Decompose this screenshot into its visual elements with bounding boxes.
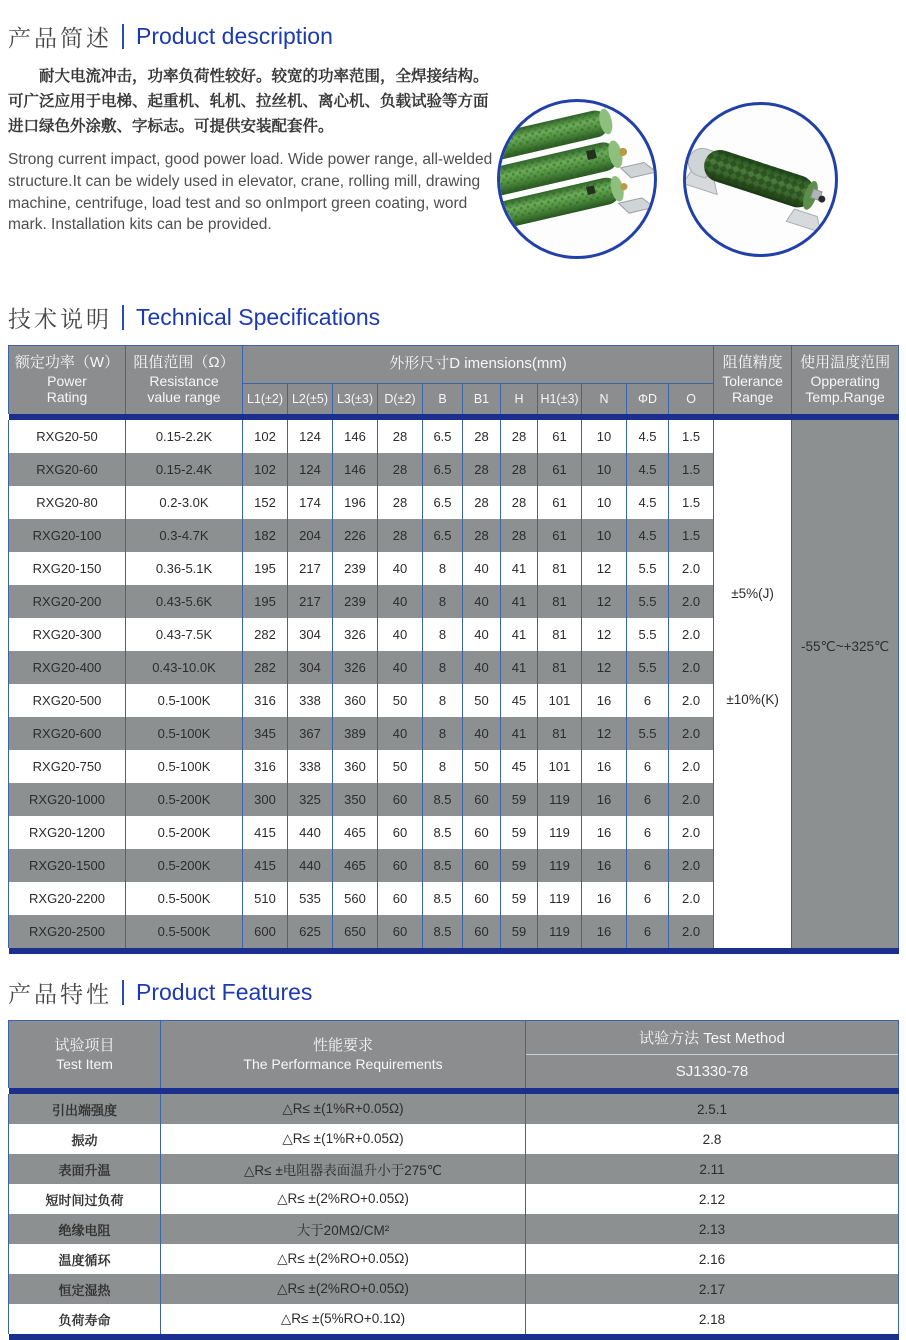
feat-item-cell: 绝缘电阻 <box>9 1214 161 1244</box>
spec-dim-cell: 350 <box>333 783 378 816</box>
spec-dim-cell: 465 <box>333 816 378 849</box>
spec-dim-cell: 239 <box>333 552 378 585</box>
spec-model-cell: RXG20-600 <box>9 717 126 750</box>
spec-model-cell: RXG20-80 <box>9 486 126 519</box>
spec-dim-cell: 1.5 <box>669 519 714 552</box>
specifications-table <box>8 345 899 954</box>
feat-method-cell: 2.13 <box>526 1214 899 1244</box>
spec-range-cell: 0.43-7.5K <box>126 618 243 651</box>
feat-header-requirement: 性能要求 The Performance Requirements <box>161 1021 526 1089</box>
spec-dim-cell: 2.0 <box>669 882 714 915</box>
feat-requirement-cell: △R≤ ±(1%R+0.05Ω) <box>161 1094 526 1124</box>
spec-dim-cell: 650 <box>333 915 378 948</box>
spec-model-cell: RXG20-2200 <box>9 882 126 915</box>
spec-dim-cell: 119 <box>538 849 582 882</box>
spec-header-tolerance: 阻值精度 Tolerance Range <box>714 346 792 415</box>
spec-dim-cell: 40 <box>463 618 501 651</box>
feat-header-row <box>9 1021 899 1089</box>
spec-dim-cell: 12 <box>582 618 627 651</box>
spec-dim-cell: 415 <box>243 849 288 882</box>
spec-dim-cell: 226 <box>333 519 378 552</box>
spec-range-cell: 0.3-4.7K <box>126 519 243 552</box>
spec-dim-cell: 60 <box>378 915 423 948</box>
spec-dim-cell: 81 <box>538 651 582 684</box>
heading-zh: 产品特性 <box>8 981 112 1007</box>
spec-dim-cell: 217 <box>288 585 333 618</box>
spec-dim-cell: 28 <box>378 519 423 552</box>
spec-dim-cell: 360 <box>333 750 378 783</box>
spec-dim-cell: 119 <box>538 783 582 816</box>
spec-dim-cell: 304 <box>288 618 333 651</box>
spec-dim-cell: 6.5 <box>423 453 463 486</box>
spec-dim-cell: 102 <box>243 453 288 486</box>
spec-dim-cell: 5.5 <box>627 618 669 651</box>
heading-en: Product description <box>136 23 333 49</box>
spec-temp-cell <box>792 420 899 948</box>
spec-dim-cell: 101 <box>538 684 582 717</box>
spec-dim-cell: 8 <box>423 618 463 651</box>
spec-dim-cell: 2.0 <box>669 618 714 651</box>
spec-dim-cell: 6 <box>627 750 669 783</box>
spec-dim-cell: 10 <box>582 486 627 519</box>
product-description-heading <box>8 20 898 53</box>
spec-model-cell: RXG20-400 <box>9 651 126 684</box>
spec-dim-cell: 40 <box>463 717 501 750</box>
spec-dim-cell: 440 <box>288 816 333 849</box>
spec-dim-cell: 8 <box>423 552 463 585</box>
spec-dim-cell: 465 <box>333 849 378 882</box>
spec-range-cell: 0.5-500K <box>126 882 243 915</box>
feat-table-row <box>9 1304 899 1334</box>
spec-dim-cell: 40 <box>463 552 501 585</box>
resistor-bundle-illustration <box>500 102 654 256</box>
features-table <box>8 1020 899 1340</box>
spec-model-cell: RXG20-1000 <box>9 783 126 816</box>
spec-dim-cell: 282 <box>243 618 288 651</box>
spec-dim-cell: 560 <box>333 882 378 915</box>
spec-dim-cell: 16 <box>582 684 627 717</box>
feat-item-cell: 短时间过负荷 <box>9 1184 161 1214</box>
spec-dim-header-cell: N <box>582 384 627 415</box>
heading-zh: 产品简述 <box>8 25 112 51</box>
spec-dim-cell: 41 <box>501 717 538 750</box>
spec-dim-cell: 40 <box>378 552 423 585</box>
spec-model-cell: RXG20-50 <box>9 420 126 453</box>
spec-dim-cell: 174 <box>288 486 333 519</box>
spec-dim-cell: 16 <box>582 915 627 948</box>
feat-method-cell: 2.12 <box>526 1184 899 1214</box>
spec-model-cell: RXG20-2500 <box>9 915 126 948</box>
spec-table-row <box>9 420 899 453</box>
spec-dim-cell: 61 <box>538 453 582 486</box>
spec-dim-cell: 8.5 <box>423 783 463 816</box>
spec-range-cell: 0.36-5.1K <box>126 552 243 585</box>
spec-dim-cell: 41 <box>501 618 538 651</box>
feat-table-row <box>9 1184 899 1214</box>
heading-divider <box>122 980 124 1005</box>
spec-dim-cell: 2.0 <box>669 585 714 618</box>
spec-dim-cell: 146 <box>333 420 378 453</box>
spec-dim-cell: 6 <box>627 915 669 948</box>
spec-dim-cell: 2.0 <box>669 717 714 750</box>
spec-header-temp: 使用温度范围 Opperating Temp.Range <box>792 346 899 415</box>
feat-item-cell: 温度循环 <box>9 1244 161 1274</box>
spec-dim-cell: 300 <box>243 783 288 816</box>
spec-dim-cell: 81 <box>538 618 582 651</box>
spec-dim-cell: 2.0 <box>669 816 714 849</box>
technical-specifications-heading <box>8 301 898 334</box>
spec-dim-cell: 119 <box>538 915 582 948</box>
feat-requirement-cell: △R≤ ±电阻器表面温升小于275℃ <box>161 1154 526 1184</box>
resistor-single-photo <box>683 102 838 257</box>
spec-dim-cell: 1.5 <box>669 486 714 519</box>
feat-method-cell: 2.18 <box>526 1304 899 1334</box>
feat-method-cell: 2.11 <box>526 1154 899 1184</box>
spec-dim-cell: 61 <box>538 519 582 552</box>
spec-dim-cell: 510 <box>243 882 288 915</box>
spec-dim-cell: 124 <box>288 453 333 486</box>
spec-dim-cell: 28 <box>378 486 423 519</box>
spec-dim-cell: 10 <box>582 453 627 486</box>
spec-dim-cell: 81 <box>538 552 582 585</box>
spec-dim-cell: 40 <box>378 651 423 684</box>
spec-dim-cell: 101 <box>538 750 582 783</box>
heading-divider <box>122 305 124 330</box>
feat-item-cell: 振动 <box>9 1124 161 1154</box>
feat-table-body <box>9 1094 899 1334</box>
spec-dim-cell: 45 <box>501 750 538 783</box>
resistor-bundle-photo <box>497 99 657 259</box>
spec-range-cell: 0.5-500K <box>126 915 243 948</box>
feat-table-row <box>9 1244 899 1274</box>
spec-dim-cell: 28 <box>501 420 538 453</box>
spec-dim-cell: 4.5 <box>627 453 669 486</box>
spec-dim-cell: 304 <box>288 651 333 684</box>
spec-dim-cell: 59 <box>501 882 538 915</box>
spec-model-cell: RXG20-300 <box>9 618 126 651</box>
spec-dim-cell: 8 <box>423 684 463 717</box>
resistor-single-illustration <box>686 105 835 254</box>
spec-dim-cell: 6 <box>627 849 669 882</box>
spec-table-body <box>9 420 899 948</box>
spec-dim-cell: 6 <box>627 816 669 849</box>
spec-dim-cell: 50 <box>378 684 423 717</box>
spec-dim-cell: 28 <box>463 453 501 486</box>
spec-dim-cell: 338 <box>288 750 333 783</box>
heading-divider <box>122 24 124 49</box>
spec-model-cell: RXG20-100 <box>9 519 126 552</box>
spec-dim-cell: 282 <box>243 651 288 684</box>
feat-table-row <box>9 1124 899 1154</box>
product-description-block <box>8 65 898 277</box>
spec-range-cell: 0.5-100K <box>126 684 243 717</box>
heading-zh: 技术说明 <box>8 306 112 332</box>
spec-dim-cell: 119 <box>538 882 582 915</box>
spec-dim-cell: 40 <box>378 618 423 651</box>
spec-dim-cell: 61 <box>538 486 582 519</box>
spec-dim-cell: 440 <box>288 849 333 882</box>
spec-dim-cell: 8.5 <box>423 849 463 882</box>
spec-dim-cell: 12 <box>582 552 627 585</box>
spec-dim-cell: 40 <box>463 585 501 618</box>
spec-dim-cell: 60 <box>378 882 423 915</box>
spec-dim-cell: 28 <box>463 420 501 453</box>
spec-dim-cell: 1.5 <box>669 420 714 453</box>
spec-dim-cell: 4.5 <box>627 519 669 552</box>
spec-dim-cell: 389 <box>333 717 378 750</box>
spec-dim-cell: 6 <box>627 783 669 816</box>
spec-dim-cell: 316 <box>243 750 288 783</box>
heading-en: Product Features <box>136 979 313 1005</box>
spec-dim-cell: 16 <box>582 849 627 882</box>
spec-dim-cell: 124 <box>288 420 333 453</box>
spec-dim-cell: 146 <box>333 453 378 486</box>
feat-requirement-cell: △R≤ ±(1%R+0.05Ω) <box>161 1124 526 1154</box>
spec-dim-cell: 12 <box>582 717 627 750</box>
spec-dim-cell: 196 <box>333 486 378 519</box>
spec-dim-header-cell: H1(±3) <box>538 384 582 415</box>
feat-requirement-cell: 大于20MΩ/CM² <box>161 1214 526 1244</box>
spec-range-cell: 0.15-2.4K <box>126 453 243 486</box>
spec-model-cell: RXG20-750 <box>9 750 126 783</box>
feat-table-row <box>9 1214 899 1244</box>
spec-header-row-1 <box>9 346 899 384</box>
spec-dim-cell: 50 <box>378 750 423 783</box>
spec-tolerance-cell <box>714 420 792 948</box>
spec-dim-header-cell: L1(±2) <box>243 384 288 415</box>
spec-dim-cell: 28 <box>378 453 423 486</box>
spec-dim-header-cell: D(±2) <box>378 384 423 415</box>
feat-table-row <box>9 1094 899 1124</box>
feat-requirement-cell: △R≤ ±(2%RO+0.05Ω) <box>161 1274 526 1304</box>
feat-item-cell: 恒定湿热 <box>9 1274 161 1304</box>
spec-dim-cell: 182 <box>243 519 288 552</box>
spec-dim-cell: 59 <box>501 849 538 882</box>
spec-dim-cell: 600 <box>243 915 288 948</box>
spec-dim-cell: 5.5 <box>627 552 669 585</box>
spec-dim-cell: 8.5 <box>423 915 463 948</box>
spec-dim-cell: 59 <box>501 816 538 849</box>
spec-dim-header-cell: B1 <box>463 384 501 415</box>
spec-dim-cell: 28 <box>463 519 501 552</box>
spec-dim-cell: 239 <box>333 585 378 618</box>
spec-dim-cell: 152 <box>243 486 288 519</box>
spec-dim-cell: 16 <box>582 783 627 816</box>
spec-dim-cell: 2.0 <box>669 750 714 783</box>
spec-dim-cell: 326 <box>333 651 378 684</box>
spec-model-cell: RXG20-60 <box>9 453 126 486</box>
spec-range-cell: 0.5-200K <box>126 849 243 882</box>
spec-range-cell: 0.5-100K <box>126 717 243 750</box>
spec-dim-cell: 8 <box>423 585 463 618</box>
table-bottom-bar <box>9 948 899 954</box>
spec-dim-header-cell: O <box>669 384 714 415</box>
spec-dim-cell: 60 <box>463 882 501 915</box>
spec-dim-cell: 60 <box>463 915 501 948</box>
spec-dim-cell: 204 <box>288 519 333 552</box>
spec-dim-cell: 28 <box>501 453 538 486</box>
feat-table-row <box>9 1274 899 1304</box>
spec-dim-cell: 28 <box>378 420 423 453</box>
feat-item-cell: 负荷寿命 <box>9 1304 161 1334</box>
spec-dim-cell: 119 <box>538 816 582 849</box>
spec-dim-cell: 60 <box>463 849 501 882</box>
spec-dim-cell: 345 <box>243 717 288 750</box>
spec-range-cell: 0.43-10.0K <box>126 651 243 684</box>
feat-requirement-cell: △R≤ ±(2%RO+0.05Ω) <box>161 1184 526 1214</box>
spec-model-cell: RXG20-200 <box>9 585 126 618</box>
feat-method-cell: 2.17 <box>526 1274 899 1304</box>
spec-dim-cell: 12 <box>582 585 627 618</box>
spec-dim-cell: 81 <box>538 717 582 750</box>
spec-model-cell: RXG20-1500 <box>9 849 126 882</box>
spec-dim-cell: 2.0 <box>669 651 714 684</box>
description-paragraph-zh: 耐大电流冲击，功率负荷性较好。较宽的功率范围，全焊接结构。可广泛应用于电梯、起重机、轧机、拉丝机、离心机、负载试验等方面进口绿色外涂敷、字标志。可提供安装配套件。 <box>8 68 489 135</box>
description-text <box>8 65 500 236</box>
spec-dim-header-cell: B <box>423 384 463 415</box>
feat-header-method: 试验方法 Test Method SJ1330-78 <box>526 1021 899 1089</box>
spec-range-cell: 0.5-200K <box>126 783 243 816</box>
spec-header-power: 额定功率（W） Power Rating <box>9 346 126 415</box>
spec-dim-cell: 360 <box>333 684 378 717</box>
spec-dim-header-cell: H <box>501 384 538 415</box>
spec-dim-header-cell: L3(±3) <box>333 384 378 415</box>
feat-item-cell: 引出端强度 <box>9 1094 161 1124</box>
spec-dim-cell: 325 <box>288 783 333 816</box>
spec-dim-cell: 12 <box>582 651 627 684</box>
spec-dim-cell: 8.5 <box>423 882 463 915</box>
temp-range-value: -55℃~+325℃ <box>801 639 890 655</box>
spec-dim-cell: 60 <box>463 783 501 816</box>
spec-dim-header-cell: L2(±5) <box>288 384 333 415</box>
spec-dim-cell: 367 <box>288 717 333 750</box>
spec-dim-cell: 5.5 <box>627 585 669 618</box>
spec-dim-cell: 41 <box>501 585 538 618</box>
spec-dim-cell: 40 <box>463 651 501 684</box>
feat-requirement-cell: △R≤ ±(5%RO+0.1Ω) <box>161 1304 526 1334</box>
spec-dim-cell: 60 <box>378 783 423 816</box>
spec-dim-cell: 41 <box>501 552 538 585</box>
feat-method-cell: 2.5.1 <box>526 1094 899 1124</box>
spec-header-dimensions-group: 外形尺寸D imensions(mm) <box>243 346 714 384</box>
spec-dim-cell: 45 <box>501 684 538 717</box>
spec-dim-cell: 535 <box>288 882 333 915</box>
spec-dim-cell: 40 <box>378 717 423 750</box>
spec-dim-cell: 8 <box>423 750 463 783</box>
spec-dim-cell: 195 <box>243 552 288 585</box>
spec-dim-cell: 60 <box>463 816 501 849</box>
heading-en: Technical Specifications <box>136 304 381 330</box>
spec-dim-cell: 8.5 <box>423 816 463 849</box>
spec-dim-cell: 28 <box>501 486 538 519</box>
spec-dim-cell: 4.5 <box>627 420 669 453</box>
spec-dim-cell: 625 <box>288 915 333 948</box>
spec-dim-cell: 50 <box>463 684 501 717</box>
spec-range-cell: 0.5-100K <box>126 750 243 783</box>
spec-range-cell: 0.2-3.0K <box>126 486 243 519</box>
spec-dim-cell: 81 <box>538 585 582 618</box>
spec-dim-cell: 41 <box>501 651 538 684</box>
spec-dim-cell: 2.0 <box>669 849 714 882</box>
feat-requirement-cell: △R≤ ±(2%RO+0.05Ω) <box>161 1244 526 1274</box>
spec-dim-cell: 2.0 <box>669 915 714 948</box>
spec-dim-cell: 10 <box>582 420 627 453</box>
spec-dim-cell: 59 <box>501 915 538 948</box>
spec-dim-cell: 40 <box>378 585 423 618</box>
spec-dim-cell: 8 <box>423 651 463 684</box>
spec-range-cell: 0.5-200K <box>126 816 243 849</box>
product-features-heading <box>8 976 898 1009</box>
spec-dim-cell: 6 <box>627 882 669 915</box>
spec-model-cell: RXG20-150 <box>9 552 126 585</box>
spec-dim-cell: 6.5 <box>423 420 463 453</box>
table-bottom-bar <box>9 1334 899 1340</box>
spec-dim-cell: 60 <box>378 816 423 849</box>
spec-dim-cell: 415 <box>243 816 288 849</box>
spec-header-resistance: 阻值范围（Ω） Resistance value range <box>126 346 243 415</box>
spec-range-cell: 0.15-2.2K <box>126 420 243 453</box>
spec-dim-cell: 59 <box>501 783 538 816</box>
spec-dim-cell: 28 <box>463 486 501 519</box>
feat-item-cell: 表面升温 <box>9 1154 161 1184</box>
tolerance-value-k: ±10%(K) <box>726 691 779 707</box>
spec-dim-cell: 6.5 <box>423 519 463 552</box>
feat-method-cell: 2.8 <box>526 1124 899 1154</box>
spec-dim-cell: 16 <box>582 816 627 849</box>
spec-dim-cell: 5.5 <box>627 651 669 684</box>
spec-dim-cell: 28 <box>501 519 538 552</box>
spec-dim-cell: 195 <box>243 585 288 618</box>
spec-dim-cell: 6 <box>627 684 669 717</box>
spec-dim-cell: 338 <box>288 684 333 717</box>
spec-dim-cell: 1.5 <box>669 453 714 486</box>
spec-dim-header-cell: ΦD <box>627 384 669 415</box>
spec-dim-cell: 6.5 <box>423 486 463 519</box>
feat-header-item: 试验项目 Test Item <box>9 1021 161 1089</box>
tolerance-value-j: ±5%(J) <box>731 586 774 602</box>
spec-dim-cell: 316 <box>243 684 288 717</box>
product-photos <box>497 97 906 262</box>
spec-dim-cell: 8 <box>423 717 463 750</box>
spec-model-cell: RXG20-1200 <box>9 816 126 849</box>
feat-table-row <box>9 1154 899 1184</box>
feat-method-cell: 2.16 <box>526 1244 899 1274</box>
spec-dim-cell: 2.0 <box>669 552 714 585</box>
spec-dim-cell: 60 <box>378 849 423 882</box>
spec-dim-cell: 16 <box>582 750 627 783</box>
spec-dim-cell: 16 <box>582 882 627 915</box>
description-paragraph-en: Strong current impact, good power load. Wide power range, all-welded structure.It can be widely used in elevator, crane, rolling mill, drawing machine, centrifuge, load test and so onImport green coating, word mark. Installation kits can be provided. <box>8 151 493 234</box>
spec-dim-cell: 5.5 <box>627 717 669 750</box>
spec-range-cell: 0.43-5.6K <box>126 585 243 618</box>
spec-dim-cell: 50 <box>463 750 501 783</box>
spec-dim-cell: 102 <box>243 420 288 453</box>
spec-dim-cell: 10 <box>582 519 627 552</box>
spec-model-cell: RXG20-500 <box>9 684 126 717</box>
spec-dim-cell: 326 <box>333 618 378 651</box>
spec-dim-cell: 2.0 <box>669 783 714 816</box>
spec-dim-cell: 2.0 <box>669 684 714 717</box>
spec-dim-cell: 4.5 <box>627 486 669 519</box>
spec-dim-cell: 217 <box>288 552 333 585</box>
spec-dim-cell: 61 <box>538 420 582 453</box>
